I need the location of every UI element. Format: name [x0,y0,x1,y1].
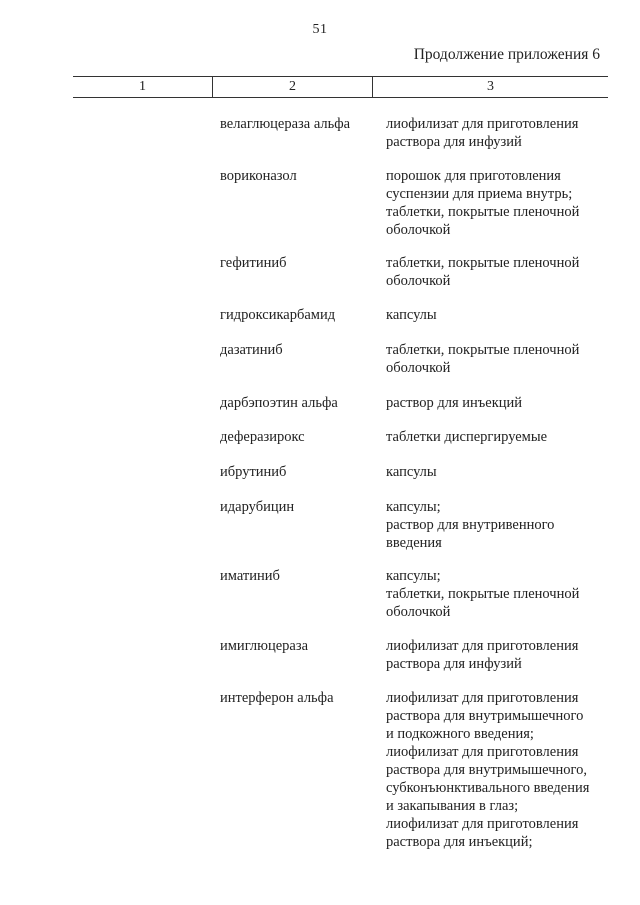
dosage-form: капсулы [386,307,437,323]
dosage-form: лиофилизат для приготовления раствора для инфузий [386,638,579,672]
dosage-form: капсулы; раствор для внутривенного введения [386,499,555,551]
dosage-form: капсулы; таблетки, покрытые пленочной оболочкой [386,568,580,620]
dosage-form: капсулы [386,464,437,480]
continuation-heading: Продолжение приложения 6 [413,46,600,63]
dosage-form: порошок для приготовления суспензии для приема внутрь; таблетки, покрытые пленочной оболочкой [386,168,580,238]
drug-name: интерферон альфа [220,690,334,706]
drug-name: имиглюцераза [220,638,309,654]
page-number: 51 [312,22,328,37]
column-header-2: 2 [213,77,373,97]
drug-name: ибрутиниб [220,464,287,480]
dosage-form: таблетки, покрытые пленочной оболочкой [386,342,580,376]
drug-name: гидроксикарбамид [220,307,336,323]
drug-name: идарубицин [220,499,295,515]
dosage-form: лиофилизат для приготовления раствора для инфузий [386,116,579,150]
drug-name: гефитиниб [220,255,287,271]
drug-name: дазатиниб [220,342,283,358]
drug-name: велаглюцераза альфа [220,116,351,132]
dosage-form: раствор для инъекций [386,395,523,411]
drug-name: вориконазол [220,168,297,184]
drug-name: деферазирокс [220,429,305,445]
dosage-form: таблетки, покрытые пленочной оболочкой [386,255,580,289]
dosage-form: таблетки диспергируемые [386,429,548,445]
column-header-1: 1 [73,77,213,97]
column-header-3: 3 [487,79,494,94]
drug-name: дарбэпоэтин альфа [220,395,338,411]
drug-name: иматиниб [220,568,280,584]
dosage-form: лиофилизат для приготовления раствора для внутримышечного и подкожного введения; лиофилизат для приготовления раствора для внутримышечного, субконъюнктивального введения и закапывания в глаз; лиофилизат для приготовления раствора для инъекций; [386,690,590,850]
